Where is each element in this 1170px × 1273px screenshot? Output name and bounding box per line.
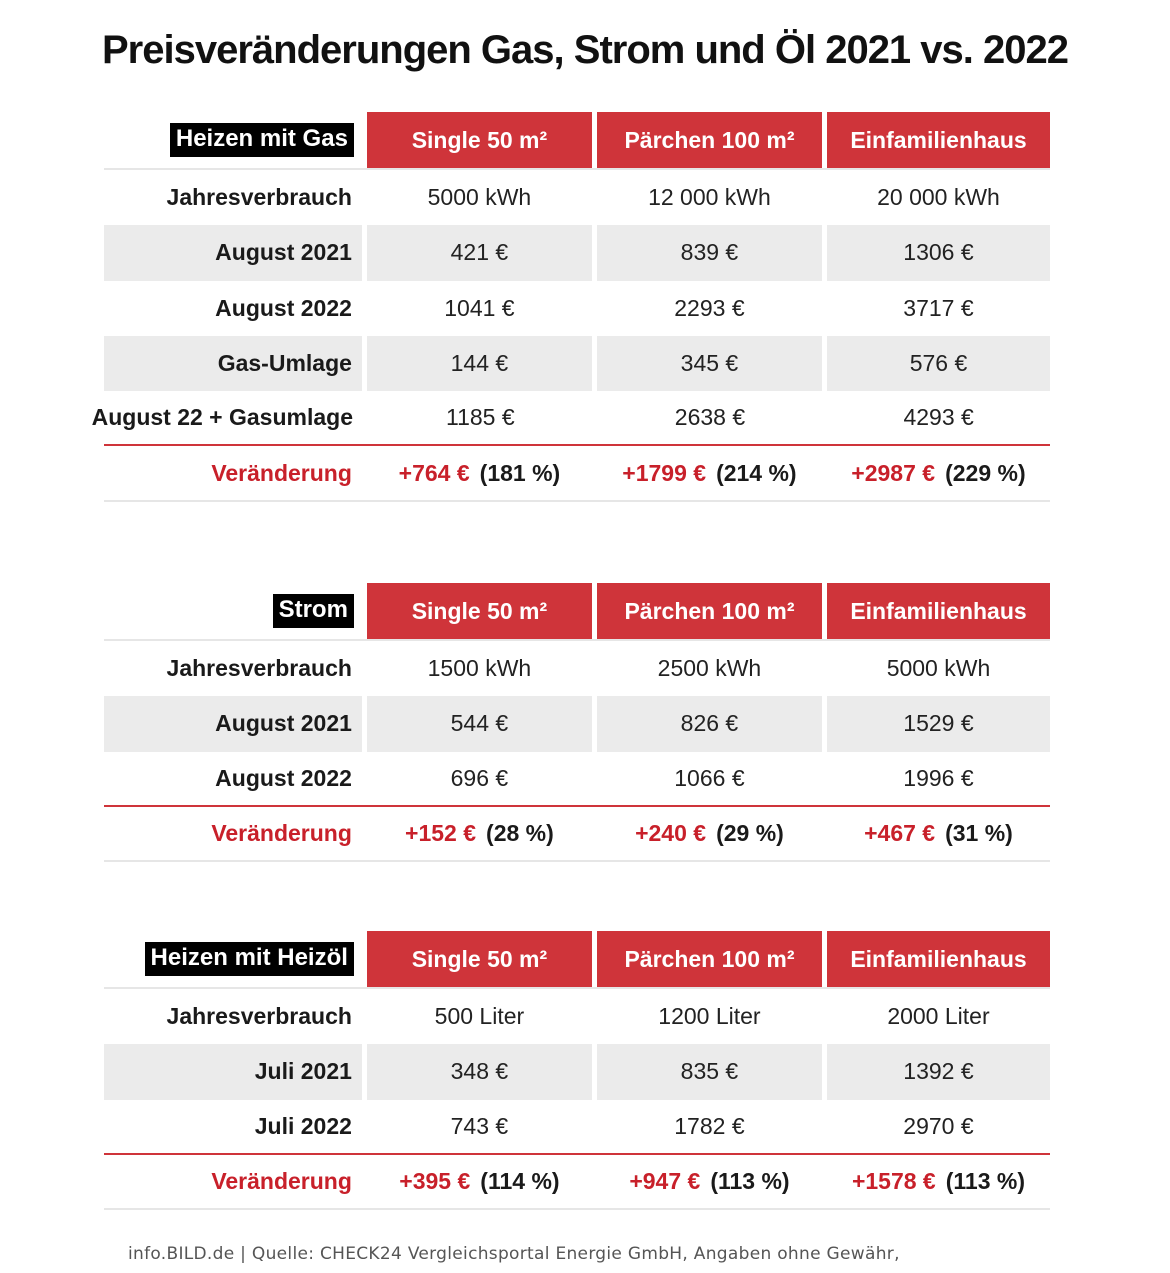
table-cell: 3717 € [903,294,974,321]
change-absolute: +395 € [399,1168,471,1195]
change-percent: (28 %) [486,820,554,847]
column-header-single: Single 50 m² [367,931,592,987]
table-row [104,641,1050,696]
column-header-einfamilienhaus: Einfamilienhaus [827,112,1050,168]
oel-table [104,931,1050,1210]
table-cell: 2293 € [674,294,745,321]
change-absolute: +152 € [405,820,477,847]
table-cell: 2500 kWh [657,655,762,682]
row-label: Juli 2021 [104,1044,362,1099]
strom-table [104,583,1050,862]
table-cell: 12 000 kWh [648,184,771,211]
row-label: August 2022 [215,294,352,321]
change-percent: (113 %) [710,1168,790,1195]
table-header-row [104,112,1050,170]
change-absolute: +947 € [629,1168,701,1195]
change-row [104,1155,1050,1210]
source-footer: info.BILD.de | Quelle: CHECK24 Vergleichsportal Energie GmbH, Angaben ohne Gewähr, [128,1244,900,1264]
table-heading-cell [104,112,362,168]
change-cell [827,446,1050,499]
table-cell: 835 € [597,1044,822,1099]
change-cell [597,1155,822,1208]
change-percent: (214 %) [716,459,797,486]
change-cell [597,807,822,860]
change-label: Veränderung [211,820,352,847]
page-title: Preisveränderungen Gas, Strom und Öl 2021 vs. 2022 [102,28,1068,72]
row-label: Juli 2022 [254,1112,352,1139]
change-percent: (114 %) [480,1168,560,1195]
table-cell: 5000 kWh [427,184,532,211]
column-header-einfamilienhaus: Einfamilienhaus [827,583,1050,639]
table-cell: 1529 € [827,696,1050,751]
column-header-einfamilienhaus: Einfamilienhaus [827,931,1050,987]
gas-table [91,112,1050,502]
row-label: August 2021 [104,225,362,280]
table-cell: 500 Liter [434,1003,525,1030]
change-cell [597,446,822,499]
table-cell: 345 € [597,336,822,391]
table-row [104,989,1050,1044]
change-percent: (31 %) [945,820,1013,847]
table-row [91,391,1050,446]
change-row [104,446,1050,501]
table-row [104,1100,1050,1155]
change-cell [827,1155,1050,1208]
table-cell: 576 € [827,336,1050,391]
change-absolute: +467 € [864,820,936,847]
change-absolute: +764 € [398,459,470,486]
column-header-paerchen: Pärchen 100 m² [597,583,822,639]
change-absolute: +2987 € [851,459,936,486]
table-heading-badge: Strom [273,594,354,627]
change-absolute: +1578 € [851,1168,936,1195]
table-cell: 696 € [450,764,509,791]
row-label: Jahresverbrauch [166,1003,352,1030]
table-row [104,696,1050,751]
row-label: Jahresverbrauch [166,184,352,211]
table-heading-badge: Heizen mit Heizöl [145,942,354,975]
row-label: Gas-Umlage [104,336,362,391]
column-header-paerchen: Pärchen 100 m² [597,112,822,168]
column-header-paerchen: Pärchen 100 m² [597,931,822,987]
table-heading-cell [104,931,362,987]
table-cell: 421 € [367,225,592,280]
table-cell: 1996 € [903,764,974,791]
table-row [104,752,1050,807]
table-cell: 1041 € [444,294,515,321]
row-label: August 22 + Gasumlage [91,404,353,431]
table-heading-cell [104,583,362,639]
table-cell: 2970 € [903,1112,974,1139]
change-cell [367,807,592,860]
table-cell: 144 € [367,336,592,391]
change-cell [367,1155,592,1208]
column-header-single: Single 50 m² [367,583,592,639]
table-heading-badge: Heizen mit Gas [170,123,354,156]
change-cell [367,446,592,499]
change-cell [827,807,1050,860]
table-cell: 20 000 kWh [877,184,1000,211]
table-row [104,225,1050,280]
table-cell: 743 € [450,1112,509,1139]
change-label: Veränderung [211,1168,352,1195]
table-header-row [104,583,1050,641]
table-cell: 1185 € [446,404,515,431]
table-row [104,170,1050,225]
table-cell: 1500 kWh [427,655,532,682]
table-cell: 1392 € [827,1044,1050,1099]
change-absolute: +240 € [635,820,707,847]
table-cell: 544 € [367,696,592,751]
table-cell: 2000 Liter [887,1003,990,1030]
row-label: August 2022 [215,764,352,791]
table-cell: 1306 € [827,225,1050,280]
change-percent: (229 %) [945,459,1026,486]
change-label: Veränderung [211,459,352,486]
change-percent: (181 %) [479,459,561,486]
table-row [104,1044,1050,1099]
row-label: Jahresverbrauch [166,655,352,682]
change-percent: (113 %) [945,1168,1025,1195]
change-absolute: +1799 € [622,459,707,486]
change-percent: (29 %) [716,820,784,847]
row-label: August 2021 [104,696,362,751]
table-row [104,336,1050,391]
table-cell: 348 € [367,1044,592,1099]
table-cell: 826 € [597,696,822,751]
column-header-single: Single 50 m² [367,112,592,168]
table-cell: 1200 Liter [658,1003,761,1030]
table-cell: 839 € [597,225,822,280]
table-header-row [104,931,1050,989]
change-row [104,807,1050,862]
table-cell: 4293 € [903,404,974,431]
table-row [104,281,1050,336]
table-cell: 5000 kWh [886,655,991,682]
table-cell: 2638 € [674,404,746,431]
table-cell: 1782 € [674,1112,745,1139]
table-cell: 1066 € [674,764,745,791]
